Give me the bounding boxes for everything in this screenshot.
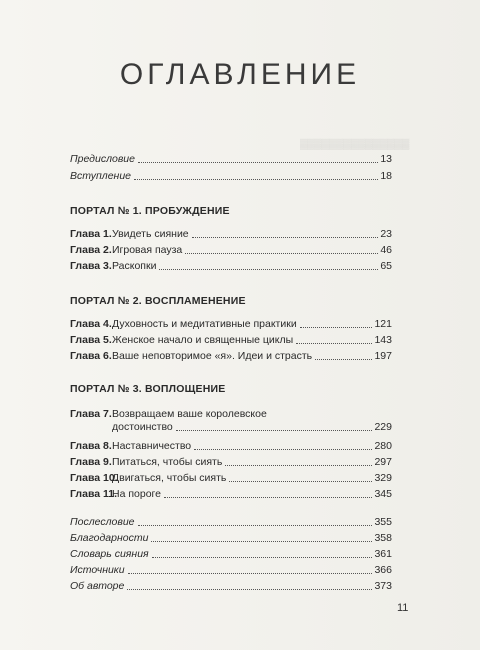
dot-leader xyxy=(127,588,372,590)
chapter-number: Глава 4. xyxy=(70,318,112,330)
entry-label: Наставничество xyxy=(112,440,192,452)
toc-entry-chapter-10 xyxy=(70,472,392,485)
entry-label: Духовность и медитативные практики xyxy=(112,318,297,330)
entry-page: 297 xyxy=(374,456,392,468)
entry-label: Ваше неповторимое «я». Идеи и страсть xyxy=(112,350,313,362)
entry-page: 329 xyxy=(374,472,392,484)
chapter-number: Глава 3. xyxy=(70,260,112,272)
portal-1-heading: ПОРТАЛ № 1. ПРОБУЖДЕНИЕ xyxy=(70,205,230,217)
entry-page: 121 xyxy=(374,318,392,330)
dot-leader xyxy=(296,342,372,344)
entry-label: Раскопки xyxy=(112,260,157,272)
entry-label: Источники xyxy=(70,564,125,576)
entry-label: Об авторе xyxy=(70,580,125,592)
toc-entry-about-author xyxy=(70,580,392,593)
entry-label: Предисловие xyxy=(70,153,135,165)
dot-leader xyxy=(194,448,372,450)
toc-entry-chapter-2 xyxy=(70,244,392,257)
toc-entry-chapter-9 xyxy=(70,456,392,469)
entry-label: Увидеть сияние xyxy=(112,228,189,240)
chapter-number: Глава 5. xyxy=(70,334,112,346)
toc-entry-chapter-4 xyxy=(70,318,392,331)
entry-page: 345 xyxy=(374,488,392,500)
entry-page: 23 xyxy=(380,228,392,240)
dot-leader xyxy=(128,572,373,574)
entry-label: Вступление xyxy=(70,170,132,182)
entry-page: 373 xyxy=(374,580,392,592)
chapter-number: Глава 2. xyxy=(70,244,112,256)
chapter-number: Глава 7. xyxy=(70,408,112,420)
entry-page: 280 xyxy=(374,440,392,452)
toc-entry-introduction xyxy=(70,170,392,183)
toc-entry-preface xyxy=(70,153,392,166)
entry-label: Послесловие xyxy=(70,516,135,528)
toc-entry-chapter-1 xyxy=(70,228,392,241)
chapter-number: Глава 6. xyxy=(70,350,112,362)
toc-entry-afterword xyxy=(70,516,392,529)
page-title: ОГЛАВЛЕНИЕ xyxy=(119,58,361,91)
bleed-through-decoration: ▓▓▓▓▓▓▓▓▓▓▓▓▓▓▓ xyxy=(300,139,410,150)
entry-label-line1: Возвращаем ваше королевское xyxy=(112,408,267,420)
entry-page: 18 xyxy=(380,170,392,182)
chapter-number: Глава 9. xyxy=(70,456,112,468)
chapter-number: Глава 1. xyxy=(70,228,112,240)
chapter-number: Глава 10. xyxy=(70,472,118,484)
entry-label: Благодарности xyxy=(70,532,149,544)
entry-label: Питаться, чтобы сиять xyxy=(112,456,223,468)
dot-leader xyxy=(134,178,378,180)
dot-leader xyxy=(138,524,373,526)
toc-entry-chapter-11 xyxy=(70,488,392,501)
dot-leader xyxy=(151,540,372,542)
toc-entry-glossary xyxy=(70,548,392,561)
entry-page: 143 xyxy=(374,334,392,346)
entry-page: 358 xyxy=(374,532,392,544)
entry-label: Женское начало и священные циклы xyxy=(112,334,294,346)
toc-entry-chapter-6 xyxy=(70,350,392,363)
entry-page: 229 xyxy=(374,421,392,433)
entry-label-line2: достоинство xyxy=(112,421,173,433)
toc-entry-acknowledgements xyxy=(70,532,392,545)
toc-entry-chapter-8 xyxy=(70,440,392,453)
entry-page: 361 xyxy=(374,548,392,560)
toc-entry-sources xyxy=(70,564,392,577)
portal-3-heading: ПОРТАЛ № 3. ВОПЛОЩЕНИЕ xyxy=(70,383,226,395)
toc-entry-chapter-5 xyxy=(70,334,392,347)
dot-leader xyxy=(159,268,378,270)
entry-page: 355 xyxy=(374,516,392,528)
dot-leader xyxy=(176,429,373,431)
entry-label: Игровая пауза xyxy=(112,244,183,256)
dot-leader xyxy=(152,556,373,558)
dot-leader xyxy=(229,480,372,482)
dot-leader xyxy=(300,326,373,328)
page-number: 11 xyxy=(397,602,409,614)
entry-page: 13 xyxy=(380,153,392,165)
portal-2-heading: ПОРТАЛ № 2. ВОСПЛАМЕНЕНИЕ xyxy=(70,295,246,307)
entry-page: 65 xyxy=(380,260,392,272)
dot-leader xyxy=(192,236,379,238)
dot-leader xyxy=(138,161,378,163)
dot-leader xyxy=(185,252,378,254)
dot-leader xyxy=(164,496,372,498)
toc-entry-chapter-3 xyxy=(70,260,392,273)
entry-page: 46 xyxy=(380,244,392,256)
toc-entry-chapter-7 xyxy=(70,408,392,434)
entry-label: Двигаться, чтобы сиять xyxy=(112,472,227,484)
chapter-number: Глава 11. xyxy=(70,488,118,500)
entry-page: 197 xyxy=(374,350,392,362)
entry-label: Словарь сияния xyxy=(70,548,149,560)
dot-leader xyxy=(315,358,372,360)
dot-leader xyxy=(225,464,372,466)
chapter-number: Глава 8. xyxy=(70,440,112,452)
entry-label: На пороге xyxy=(112,488,161,500)
entry-page: 366 xyxy=(374,564,392,576)
